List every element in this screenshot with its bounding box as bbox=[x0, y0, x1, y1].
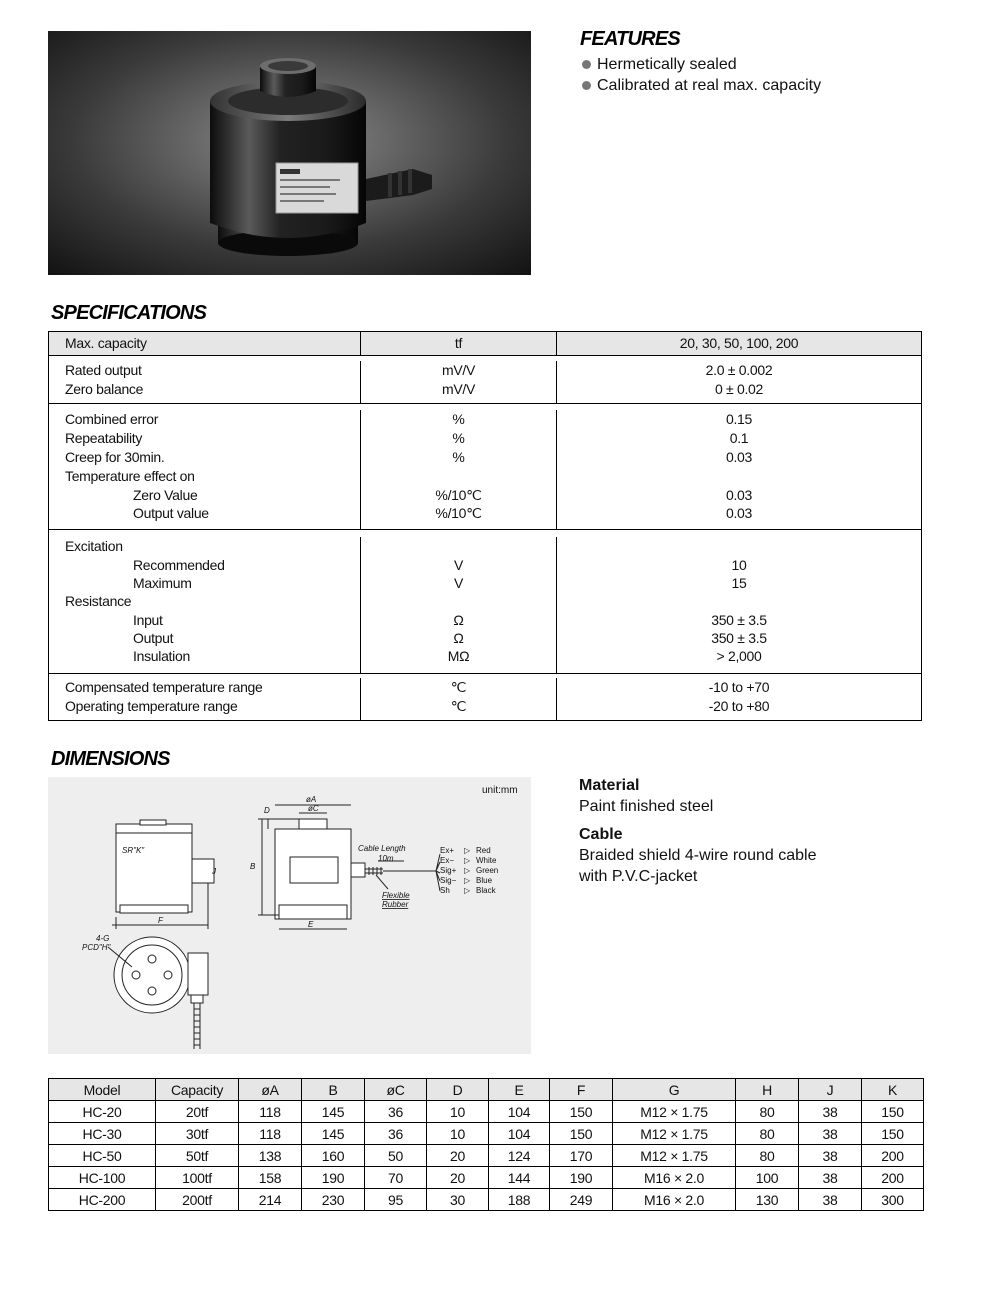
specifications-title: SPECIFICATIONS bbox=[51, 302, 207, 324]
column-header: øA bbox=[239, 1079, 302, 1101]
cable-title: Cable bbox=[579, 826, 623, 843]
column-header: H bbox=[736, 1079, 799, 1101]
wire-arrow-icon: ▷ bbox=[464, 856, 471, 865]
unit-label: unit:mm bbox=[482, 785, 518, 796]
dim-label-g: 4-G bbox=[96, 934, 110, 943]
wire-color: Blue bbox=[476, 876, 493, 885]
specifications-table bbox=[48, 331, 922, 721]
list-item: Hermetically sealed bbox=[582, 54, 821, 75]
table-row: HC-30 30tf 118 145 36 10 104 150 M12 × 1.75 80 38 150 bbox=[49, 1123, 924, 1145]
wire-color: Red bbox=[476, 846, 491, 855]
spec-group-electrical: Excitation Recommended Maximum Resistance Input Output Insulation V V Ω Ω MΩ 10 15 350 ± 3.5 350 ± 3.5 > 2,000 bbox=[49, 529, 921, 673]
wire-pin: Ex− bbox=[440, 856, 455, 865]
material-text: Paint finished steel bbox=[579, 798, 714, 815]
column-header: D bbox=[427, 1079, 489, 1101]
dim-label-e: E bbox=[308, 920, 314, 929]
spec-group-accuracy: Combined error Repeatability Creep for 30min. Temperature effect on Zero Value Output value % % % %/10℃ %/10℃ 0.15 0.1 0.03 0.03 0.03 bbox=[49, 403, 921, 529]
list-item: Calibrated at real max. capacity bbox=[582, 75, 821, 96]
dimensions-table bbox=[48, 1078, 924, 1211]
spec-group-output: Rated output Zero balance mV/V mV/V 2.0 ± 0.002 0 ± 0.02 bbox=[49, 355, 921, 403]
wire-color: Green bbox=[476, 866, 499, 875]
wire-color: Black bbox=[476, 886, 496, 895]
features-list bbox=[582, 54, 821, 96]
bullet-icon bbox=[582, 81, 591, 90]
wire-pin: Sig− bbox=[440, 876, 457, 885]
cable-text-line-2: with P.V.C-jacket bbox=[579, 868, 698, 885]
dimension-drawing bbox=[48, 777, 531, 1054]
dim-label-d: D bbox=[264, 806, 270, 815]
material-title: Material bbox=[579, 777, 640, 794]
dim-label-flexible: Flexible bbox=[382, 891, 410, 900]
dim-label-j: J bbox=[212, 867, 216, 876]
dim-label-srk: SR"K" bbox=[122, 846, 145, 855]
table-row: HC-20 20tf 118 145 36 10 104 150 M12 × 1.75 80 38 150 bbox=[49, 1101, 924, 1123]
column-header: Model bbox=[49, 1079, 156, 1101]
wire-pin: Ex+ bbox=[440, 846, 455, 855]
column-header: øC bbox=[365, 1079, 427, 1101]
wire-pin: Sig+ bbox=[440, 866, 457, 875]
wire-arrow-icon: ▷ bbox=[464, 876, 471, 885]
wire-arrow-icon: ▷ bbox=[464, 866, 471, 875]
spec-header-row: Max. capacity tf 20, 30, 50, 100, 200 bbox=[49, 332, 921, 355]
cable-text-line-1: Braided shield 4-wire round cable bbox=[579, 847, 817, 864]
column-header: G bbox=[613, 1079, 736, 1101]
column-header: Capacity bbox=[156, 1079, 239, 1101]
wire-arrow-icon: ▷ bbox=[464, 886, 471, 895]
dimensions-title: DIMENSIONS bbox=[51, 748, 170, 770]
dim-label-pcd: PCD"H" bbox=[82, 943, 111, 952]
dim-label-c: øC bbox=[308, 804, 319, 813]
dim-label-rubber: Rubber bbox=[382, 900, 409, 909]
features-title: FEATURES bbox=[580, 28, 680, 50]
dim-label-f: F bbox=[158, 916, 163, 925]
wire-color: White bbox=[476, 856, 497, 865]
column-header: F bbox=[550, 1079, 613, 1101]
product-photo bbox=[48, 31, 531, 275]
table-row: HC-50 50tf 138 160 50 20 124 170 M12 × 1.75 80 38 200 bbox=[49, 1145, 924, 1167]
table-header-row bbox=[49, 1079, 924, 1101]
table-row: HC-100 100tf 158 190 70 20 144 190 M16 × 2.0 100 38 200 bbox=[49, 1167, 924, 1189]
column-header: E bbox=[489, 1079, 550, 1101]
wire-pin: Sh bbox=[440, 886, 450, 895]
table-row: HC-200 200tf 214 230 95 30 188 249 M16 × 2.0 130 38 300 bbox=[49, 1189, 924, 1211]
column-header: J bbox=[799, 1079, 862, 1101]
dim-label-a: øA bbox=[306, 795, 317, 804]
dim-label-b: B bbox=[250, 862, 256, 871]
dim-label-cable-length-value: 10m bbox=[378, 854, 394, 863]
spec-group-temperature: Compensated temperature range Operating temperature range ℃ ℃ -10 to +70 -20 to +80 bbox=[49, 673, 921, 720]
dim-label-cable-length: Cable Length bbox=[358, 844, 406, 853]
column-header: K bbox=[862, 1079, 924, 1101]
column-header: B bbox=[302, 1079, 365, 1101]
bullet-icon bbox=[582, 60, 591, 69]
wire-arrow-icon: ▷ bbox=[464, 846, 471, 855]
